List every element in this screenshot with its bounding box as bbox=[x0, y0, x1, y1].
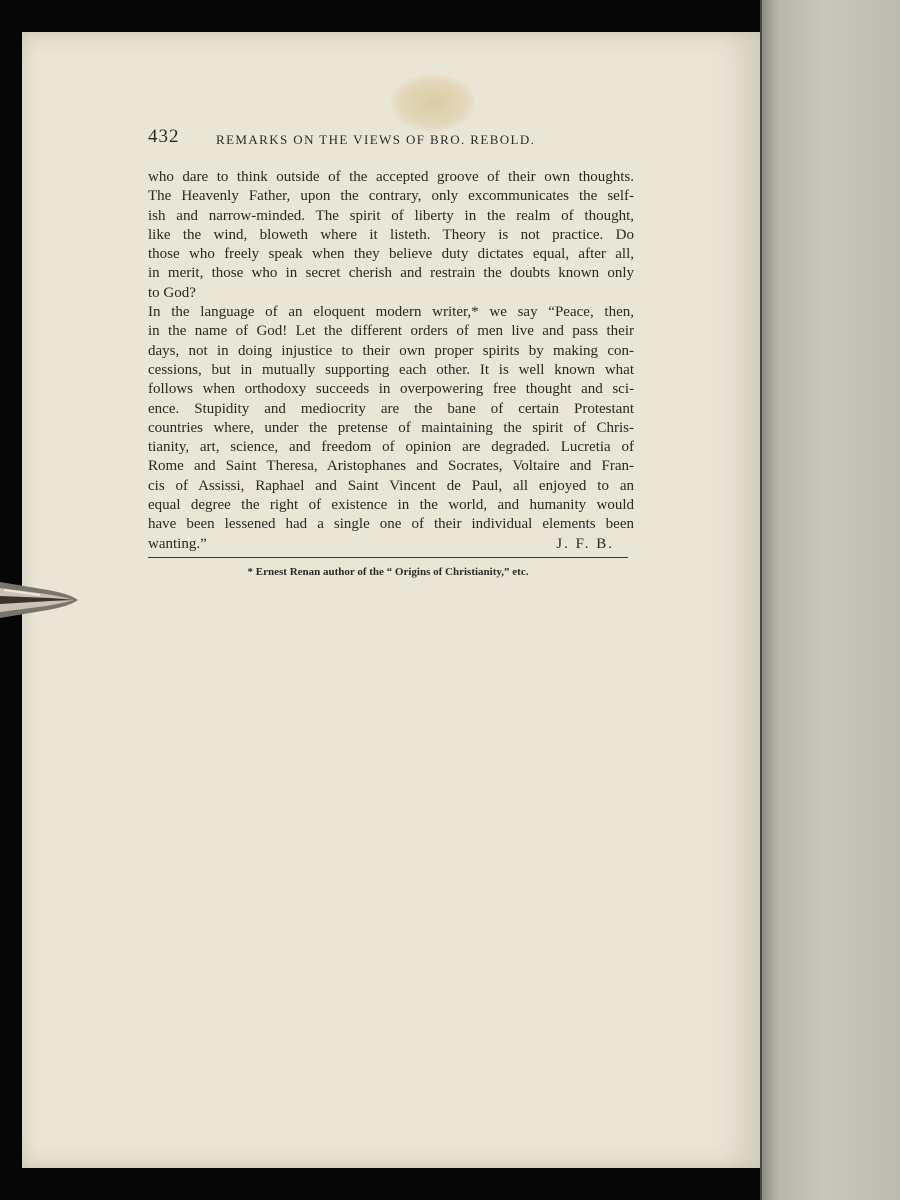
body-text bbox=[148, 168, 634, 554]
text-line: those who freely speak when they believe duty dictates equal, after all, bbox=[148, 246, 634, 263]
text-line: who dare to think outside of the accepted groove of their own thoughts. bbox=[148, 169, 634, 185]
pen-tip-icon bbox=[0, 578, 80, 622]
text-line: to God? bbox=[148, 284, 196, 301]
text-line: equal degree the right of existence in the world, and humanity would bbox=[148, 497, 634, 514]
text-line: in merit, those who in secret cherish and restrain the doubts known only bbox=[148, 265, 634, 282]
signature: J. F. B. bbox=[556, 535, 614, 552]
footnote-rule bbox=[148, 557, 628, 558]
text-line: follows when orthodoxy succeeds in overpowering free thought and sci- bbox=[148, 381, 634, 398]
text-line: In the language of an eloquent modern writer,* we say “Peace, then, bbox=[148, 304, 634, 321]
text-line: days, not in doing injustice to their own proper spirits by making con- bbox=[148, 342, 634, 359]
text-line: cis of Assissi, Raphael and Saint Vincent de Paul, all enjoyed to an bbox=[148, 477, 634, 494]
text-line: ence. Stupidity and mediocrity are the bane of certain Protestant bbox=[148, 400, 634, 417]
text-line: in the name of God! Let the different orders of men live and pass their bbox=[148, 323, 634, 340]
running-head: REMARKS ON THE VIEWS OF BRO. REBOLD. bbox=[216, 132, 536, 147]
page-number: 432 bbox=[148, 126, 180, 147]
text-line: like the wind, bloweth where it listeth. Theory is not practice. Do bbox=[148, 226, 634, 243]
signoff-row bbox=[148, 535, 634, 554]
paragraph-1 bbox=[148, 168, 634, 303]
page-header bbox=[148, 126, 618, 156]
text-line: cessions, but in mutually supporting each other. It is well known what bbox=[148, 361, 634, 378]
paragraph-2 bbox=[148, 303, 634, 554]
text-line: have been lessened had a single one of their individual elements been bbox=[148, 516, 634, 533]
facing-page-edge bbox=[760, 0, 900, 1200]
text-line: tianity, art, science, and freedom of opinion are degraded. Lucretia of bbox=[148, 439, 634, 456]
paper-stain bbox=[390, 74, 476, 132]
text-line: countries where, under the pretense of maintaining the spirit of Chris- bbox=[148, 419, 634, 436]
text-line: Rome and Saint Theresa, Aristophanes and Socrates, Voltaire and Fran- bbox=[148, 458, 634, 475]
text-line: ish and narrow-minded. The spirit of liberty in the realm of thought, bbox=[148, 207, 634, 224]
text-line: wanting.” bbox=[148, 535, 207, 552]
footnote: * Ernest Renan author of the “ Origins of Christianity,” etc. bbox=[247, 566, 529, 578]
text-line: The Heavenly Father, upon the contrary, only excommunicates the self- bbox=[148, 188, 634, 205]
